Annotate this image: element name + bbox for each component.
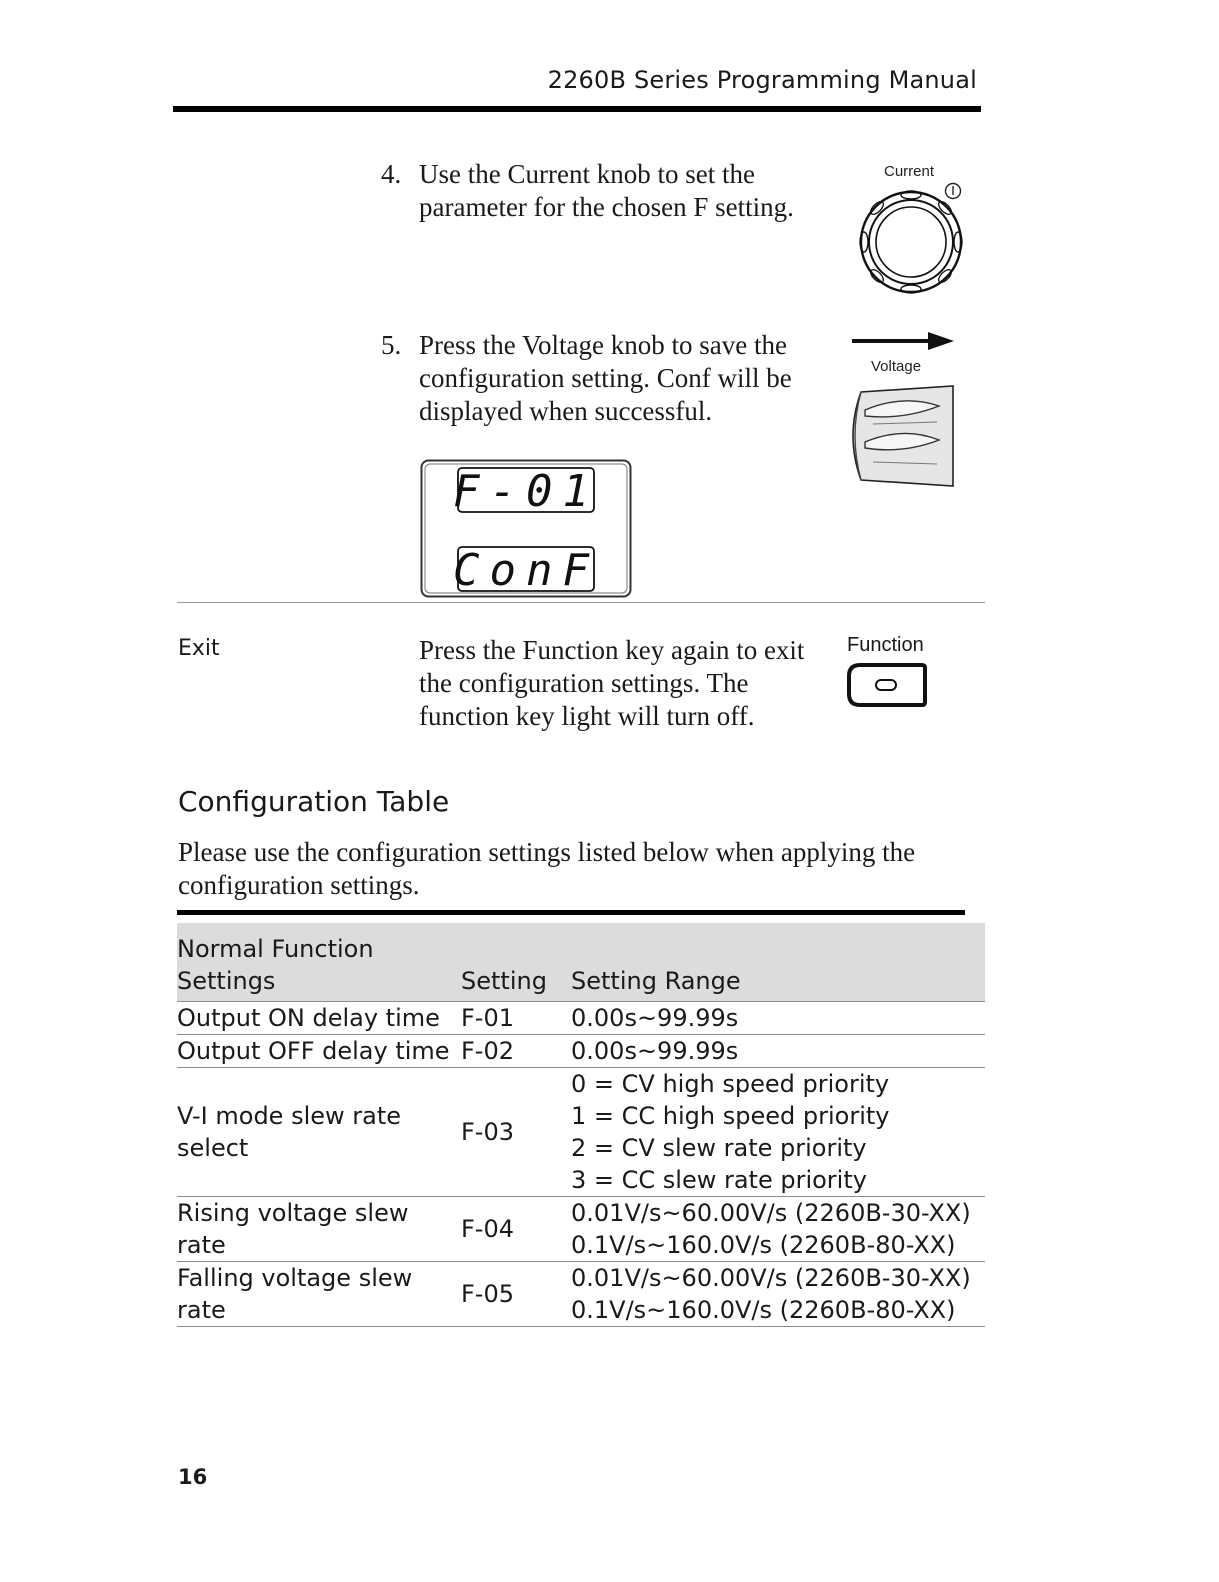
setting-name: Falling voltage slew rate [177, 1262, 461, 1327]
exit-text: Press the Function key again to exit the configuration settings. The function key light will turn off. [419, 635, 805, 731]
section-divider [177, 602, 985, 603]
setting-name: V-I mode slew rate select [177, 1068, 461, 1197]
press-arrow-icon [852, 330, 956, 352]
setting-range: 0.00s~99.99s [571, 1035, 985, 1068]
setting-code: F-02 [461, 1035, 571, 1068]
setting-name: Rising voltage slew rate [177, 1197, 461, 1262]
table-row [177, 1002, 985, 1035]
table-header-row [177, 923, 985, 1002]
voltage-knob-icon [843, 384, 957, 488]
configuration-table [177, 923, 985, 1327]
header-function-settings: Normal Function Settings [177, 923, 461, 1002]
setting-range: 0.01V/s~60.00V/s (2260B-30-XX) 0.1V/s~160.0V/s (2260B-80-XX) [571, 1197, 985, 1262]
table-row [177, 1262, 985, 1327]
exit-label: Exit [178, 636, 220, 661]
current-knob-icon [855, 178, 967, 296]
table-row [177, 1035, 985, 1068]
page-number: 16 [178, 1465, 208, 1489]
section-title: Configuration Table [178, 785, 450, 818]
setting-range: 0 = CV high speed priority 1 = CC high speed priority 2 = CV slew rate priority 3 = CC slew rate priority [571, 1068, 985, 1197]
setting-code: F-01 [461, 1002, 571, 1035]
running-header: 2260B Series Programming Manual [547, 66, 977, 94]
table-rule [177, 910, 965, 915]
header-setting-range: Setting Range [571, 923, 985, 1002]
step-text: Use the Current knob to set the parameter for the chosen F setting. [419, 159, 794, 222]
step-text: Press the Voltage knob to save the configuration setting. Conf will be displayed when successful. [419, 330, 792, 426]
function-key-icon [846, 662, 928, 708]
table-row [177, 1197, 985, 1262]
header-setting: Setting [461, 923, 571, 1002]
header-rule [173, 106, 981, 112]
setting-code: F-05 [461, 1262, 571, 1327]
setting-range: 0.01V/s~60.00V/s (2260B-30-XX) 0.1V/s~160.0V/s (2260B-80-XX) [571, 1262, 985, 1327]
setting-code: F-04 [461, 1197, 571, 1262]
voltage-knob-label: Voltage [871, 358, 922, 375]
function-key-label: Function [847, 634, 924, 656]
section-intro: Please use the configuration settings listed below when applying the configuration settings. [178, 837, 916, 900]
step-number: 4. [381, 159, 402, 189]
display-panel [420, 459, 632, 599]
display-bottom: ConF [453, 545, 599, 596]
current-knob-label: Current [884, 163, 935, 180]
table-row [177, 1068, 985, 1197]
setting-name: Output ON delay time [177, 1002, 461, 1035]
setting-range: 0.00s~99.99s [571, 1002, 985, 1035]
display-top: F-01 [453, 466, 599, 517]
setting-name: Output OFF delay time [177, 1035, 461, 1068]
step-number: 5. [381, 330, 402, 360]
setting-code: F-03 [461, 1068, 571, 1197]
